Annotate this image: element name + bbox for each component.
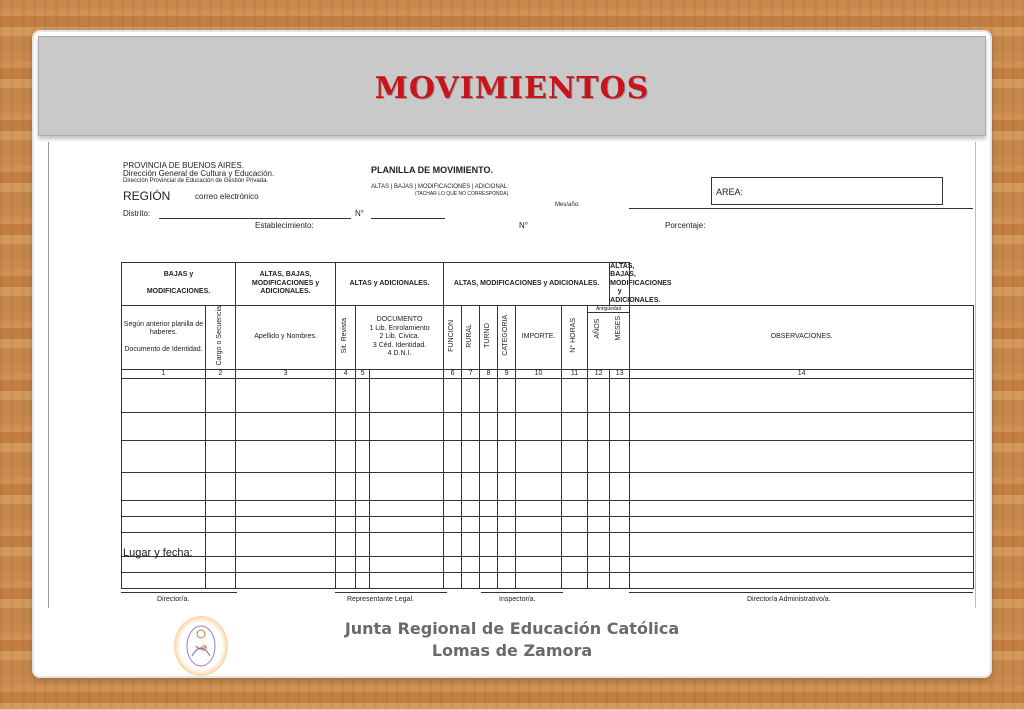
table-cell bbox=[122, 517, 206, 533]
table-cell bbox=[236, 379, 336, 413]
table-cell bbox=[516, 557, 562, 573]
table-cell bbox=[370, 413, 444, 441]
table-cell bbox=[236, 573, 336, 589]
porcentaje-label: Porcentaje: bbox=[665, 221, 706, 230]
table-cell bbox=[444, 517, 462, 533]
sub-segun: Según anterior planilla de haberes. bbox=[123, 320, 204, 337]
sub-doc-identidad bbox=[122, 305, 206, 369]
doc-opt-1: 1 Lib. Enrolamiento bbox=[369, 324, 430, 332]
sub-cargo-cell bbox=[206, 305, 236, 369]
table-cell bbox=[444, 533, 462, 557]
col-num: 2 bbox=[206, 369, 236, 378]
table-cell bbox=[444, 473, 462, 501]
col-num: 10 bbox=[516, 369, 562, 378]
sig-line-representante bbox=[335, 592, 447, 593]
table-cell bbox=[336, 473, 356, 501]
sig-director-adm: Director/a Administrativo/a. bbox=[747, 596, 831, 603]
table-cell bbox=[370, 557, 444, 573]
sub-turno: TURNO bbox=[484, 323, 492, 349]
table-cell bbox=[356, 517, 370, 533]
table-cell bbox=[516, 473, 562, 501]
table-cell bbox=[562, 501, 588, 517]
area-box bbox=[711, 177, 943, 205]
table-cell bbox=[206, 533, 236, 557]
table-cell bbox=[562, 441, 588, 473]
table-cell bbox=[516, 533, 562, 557]
table-cell bbox=[610, 473, 630, 501]
table-cell bbox=[206, 517, 236, 533]
sub-turno-cell bbox=[480, 305, 498, 369]
table-cell bbox=[336, 379, 356, 413]
establecimiento-nro-label: N° bbox=[519, 221, 528, 230]
doc-title: DOCUMENTO bbox=[376, 316, 423, 324]
slide-title: MOVIMIENTOS bbox=[374, 71, 650, 106]
table-row bbox=[122, 557, 974, 573]
table-cell bbox=[356, 473, 370, 501]
sub-antig-cell bbox=[588, 305, 630, 369]
table-cell bbox=[480, 413, 498, 441]
sub-sit-cell bbox=[336, 305, 356, 369]
sub-rural: RURAL bbox=[466, 323, 474, 348]
table-cell bbox=[630, 501, 974, 517]
table-cell bbox=[480, 379, 498, 413]
table-cell bbox=[498, 413, 516, 441]
table-cell bbox=[610, 517, 630, 533]
col-num: 4 bbox=[336, 369, 356, 378]
table-cell bbox=[630, 573, 974, 589]
h-altas-bajas bbox=[236, 263, 336, 306]
table-cell bbox=[610, 501, 630, 517]
col-num: 13 bbox=[610, 369, 630, 378]
sub-sit: Sit. Revista bbox=[341, 318, 349, 354]
table-cell bbox=[206, 557, 236, 573]
table-cell bbox=[370, 573, 444, 589]
table-cell bbox=[630, 379, 974, 413]
table-cell bbox=[236, 517, 336, 533]
h-altas-mod: ALTAS, MODIFICACIONES y ADICIONALES. bbox=[444, 263, 610, 306]
table-cell bbox=[588, 533, 610, 557]
table-cell bbox=[610, 441, 630, 473]
col-num: 3 bbox=[236, 369, 336, 378]
table-row bbox=[122, 473, 974, 501]
table-cell bbox=[356, 379, 370, 413]
h-todo: ALTAS, BAJAS, MODIFICACIONES y ADICIONALES. bbox=[610, 263, 672, 304]
table-cell bbox=[370, 441, 444, 473]
distrito-nro-label: N° bbox=[355, 209, 364, 218]
table-cell bbox=[498, 501, 516, 517]
table-cell bbox=[236, 501, 336, 517]
sub-rural-cell bbox=[462, 305, 480, 369]
table-row bbox=[122, 441, 974, 473]
area-label: AREA: bbox=[716, 187, 744, 197]
col-num: 14 bbox=[630, 369, 974, 378]
table-cell bbox=[562, 379, 588, 413]
table-cell bbox=[356, 557, 370, 573]
form-image bbox=[48, 142, 976, 608]
col-num-row bbox=[122, 369, 974, 378]
col-num: 6 bbox=[444, 369, 462, 378]
sub-documento: Documento de Identidad. bbox=[124, 345, 203, 353]
col-num: 11 bbox=[562, 369, 588, 378]
table-cell bbox=[480, 533, 498, 557]
col-num: 8 bbox=[480, 369, 498, 378]
h-altas: ALTAS y ADICIONALES. bbox=[336, 263, 444, 306]
col-num bbox=[370, 369, 444, 378]
sig-line-director bbox=[121, 592, 237, 593]
table-cell bbox=[206, 573, 236, 589]
header-row-2 bbox=[122, 305, 974, 369]
mesanio-label: Mes/año: bbox=[555, 202, 580, 208]
table-cell bbox=[630, 441, 974, 473]
table-cell bbox=[498, 441, 516, 473]
table-cell bbox=[236, 473, 336, 501]
distrito-nro-line bbox=[371, 218, 445, 219]
table-cell bbox=[588, 379, 610, 413]
table-cell bbox=[122, 473, 206, 501]
title-band bbox=[38, 36, 986, 136]
table-cell bbox=[370, 533, 444, 557]
sub-funcion: FUNCION bbox=[448, 319, 456, 352]
table-cell bbox=[122, 573, 206, 589]
table-cell bbox=[236, 533, 336, 557]
table-cell bbox=[562, 473, 588, 501]
org-line-2: Dirección General de Cultura y Educación. bbox=[123, 169, 275, 178]
table-cell bbox=[480, 517, 498, 533]
table-cell bbox=[370, 501, 444, 517]
region-label: REGIÓN bbox=[123, 189, 171, 203]
table-cell bbox=[206, 441, 236, 473]
table-cell bbox=[498, 533, 516, 557]
table-cell bbox=[516, 441, 562, 473]
table-cell bbox=[122, 379, 206, 413]
slide bbox=[34, 32, 990, 676]
planilla-title: PLANILLA DE MOVIMIENTO. bbox=[371, 165, 494, 175]
table-row bbox=[122, 533, 974, 557]
table-cell bbox=[444, 501, 462, 517]
table-cell bbox=[562, 413, 588, 441]
table-cell bbox=[336, 501, 356, 517]
table-cell bbox=[498, 379, 516, 413]
table-cell bbox=[462, 441, 480, 473]
h-altas-bajas-line1: ALTAS, BAJAS, MODIFICACIONES y bbox=[251, 271, 320, 287]
table-cell bbox=[370, 517, 444, 533]
sub-anios: AÑOS bbox=[594, 318, 602, 339]
table-cell bbox=[630, 517, 974, 533]
table-cell bbox=[462, 379, 480, 413]
table-cell bbox=[356, 533, 370, 557]
org-line-1: PROVINCIA DE BUENOS AIRES. bbox=[123, 161, 244, 170]
table-cell bbox=[610, 533, 630, 557]
table-cell bbox=[444, 413, 462, 441]
table-cell bbox=[480, 573, 498, 589]
sub-horas: N° HORAS bbox=[570, 318, 578, 354]
table-cell bbox=[588, 501, 610, 517]
table-cell bbox=[498, 517, 516, 533]
table-cell bbox=[630, 533, 974, 557]
establecimiento-label: Establecimiento: bbox=[255, 221, 314, 230]
table-cell bbox=[356, 441, 370, 473]
table-cell bbox=[562, 557, 588, 573]
table-cell bbox=[462, 557, 480, 573]
table-cell bbox=[122, 441, 206, 473]
table-cell bbox=[562, 573, 588, 589]
table-row bbox=[122, 501, 974, 517]
col-num: 5 bbox=[356, 369, 370, 378]
tipos-label: ALTAS | BAJAS | MODIFICACIONES | ADICIONAL: bbox=[371, 184, 509, 190]
sub-documento-tipo bbox=[356, 305, 444, 369]
doc-opt-2: 2 Lib. Civica. bbox=[379, 333, 420, 341]
table-cell bbox=[516, 517, 562, 533]
table-cell bbox=[588, 413, 610, 441]
h-bajas-line1: BAJAS y bbox=[163, 271, 194, 279]
sig-line-inspector bbox=[481, 592, 563, 593]
h-bajas bbox=[122, 263, 236, 306]
table-cell bbox=[336, 441, 356, 473]
table-cell bbox=[444, 441, 462, 473]
doc-opt-3: 3 Céd. Identidad. bbox=[372, 341, 427, 349]
table-cell bbox=[610, 413, 630, 441]
table-cell bbox=[336, 533, 356, 557]
sig-line-director-adm bbox=[629, 592, 973, 593]
sub-categoria: CATEGORIA bbox=[502, 315, 510, 357]
table-cell bbox=[370, 473, 444, 501]
sub-apellido: Apellido y Nombres. bbox=[236, 305, 336, 369]
table-cell bbox=[462, 573, 480, 589]
col-num: 7 bbox=[462, 369, 480, 378]
h-altas-bajas-line2: ADICIONALES. bbox=[260, 288, 311, 296]
table-cell bbox=[562, 517, 588, 533]
table-cell bbox=[562, 533, 588, 557]
table-cell bbox=[630, 413, 974, 441]
tachar-note: (TACHAR LO QUE NO CORRESPONDA). bbox=[415, 191, 510, 197]
table-cell bbox=[498, 573, 516, 589]
sub-meses: MESES bbox=[614, 315, 622, 341]
table-cell bbox=[236, 557, 336, 573]
lugar-fecha-label: Lugar y fecha: bbox=[123, 547, 193, 559]
table-cell bbox=[206, 473, 236, 501]
table-cell bbox=[480, 441, 498, 473]
h-bajas-line2: MODIFICACIONES. bbox=[146, 288, 211, 296]
sig-inspector: Inspector/a. bbox=[499, 596, 536, 603]
table-cell bbox=[588, 441, 610, 473]
table-cell bbox=[336, 557, 356, 573]
table-cell bbox=[480, 501, 498, 517]
table-cell bbox=[516, 413, 562, 441]
sig-director: Director/a. bbox=[157, 596, 190, 603]
table-cell bbox=[610, 573, 630, 589]
table-cell bbox=[206, 413, 236, 441]
table-cell bbox=[516, 573, 562, 589]
table-cell bbox=[588, 573, 610, 589]
distrito-line bbox=[159, 218, 351, 219]
table-cell bbox=[462, 501, 480, 517]
footer bbox=[34, 618, 990, 662]
table-cell bbox=[610, 379, 630, 413]
table-cell bbox=[516, 501, 562, 517]
table-cell bbox=[462, 413, 480, 441]
table-cell bbox=[336, 413, 356, 441]
table-cell bbox=[588, 473, 610, 501]
table-cell bbox=[610, 557, 630, 573]
table-cell bbox=[462, 473, 480, 501]
table-cell bbox=[444, 573, 462, 589]
table-cell bbox=[630, 473, 974, 501]
distrito-label: Distrito: bbox=[123, 209, 151, 218]
table-row bbox=[122, 413, 974, 441]
table-cell bbox=[444, 557, 462, 573]
table-row bbox=[122, 517, 974, 533]
col-num: 1 bbox=[122, 369, 206, 378]
table-cell bbox=[206, 501, 236, 517]
table-cell bbox=[516, 379, 562, 413]
table-cell bbox=[498, 557, 516, 573]
movement-table bbox=[121, 262, 974, 589]
footer-line-1: Junta Regional de Educación Católica bbox=[344, 619, 680, 638]
table-cell bbox=[122, 557, 206, 573]
sub-funcion-cell bbox=[444, 305, 462, 369]
table-cell bbox=[336, 573, 356, 589]
table-cell bbox=[480, 473, 498, 501]
header-row-1 bbox=[122, 263, 974, 306]
col-num: 9 bbox=[498, 369, 516, 378]
table-cell bbox=[206, 379, 236, 413]
table-cell bbox=[236, 413, 336, 441]
sub-obs: OBSERVACIONES. bbox=[630, 305, 974, 369]
col-num: 12 bbox=[588, 369, 610, 378]
footer-line-2: Lomas de Zamora bbox=[431, 641, 593, 660]
sig-representante: Representante Legal. bbox=[347, 596, 414, 603]
sub-horas-cell bbox=[562, 305, 588, 369]
doc-opt-4: 4 D.N.I. bbox=[387, 350, 412, 357]
mesanio-line bbox=[629, 208, 973, 209]
table-cell bbox=[630, 557, 974, 573]
table-cell bbox=[588, 517, 610, 533]
table-cell bbox=[122, 413, 206, 441]
correo-label: correo electrónico bbox=[195, 192, 259, 201]
table-cell bbox=[462, 517, 480, 533]
table-cell bbox=[236, 441, 336, 473]
table-cell bbox=[356, 501, 370, 517]
table-row bbox=[122, 379, 974, 413]
sub-categoria-cell bbox=[498, 305, 516, 369]
table-cell bbox=[444, 379, 462, 413]
table-row bbox=[122, 573, 974, 589]
table-cell bbox=[356, 413, 370, 441]
sub-importe: IMPORTE. bbox=[516, 305, 562, 369]
blank-rows bbox=[122, 379, 974, 589]
table-cell bbox=[356, 573, 370, 589]
table-cell bbox=[122, 501, 206, 517]
table-cell bbox=[462, 533, 480, 557]
sub-antig: Antigüedad bbox=[588, 306, 629, 313]
sub-cargo: Cargo o Secuencia bbox=[216, 305, 224, 366]
table-cell bbox=[480, 557, 498, 573]
table-cell bbox=[336, 517, 356, 533]
table-cell bbox=[588, 557, 610, 573]
org-line-3: Dirección Provincial de Educación de Gestión Privada. bbox=[123, 178, 269, 184]
table-cell bbox=[370, 379, 444, 413]
table-cell bbox=[498, 473, 516, 501]
